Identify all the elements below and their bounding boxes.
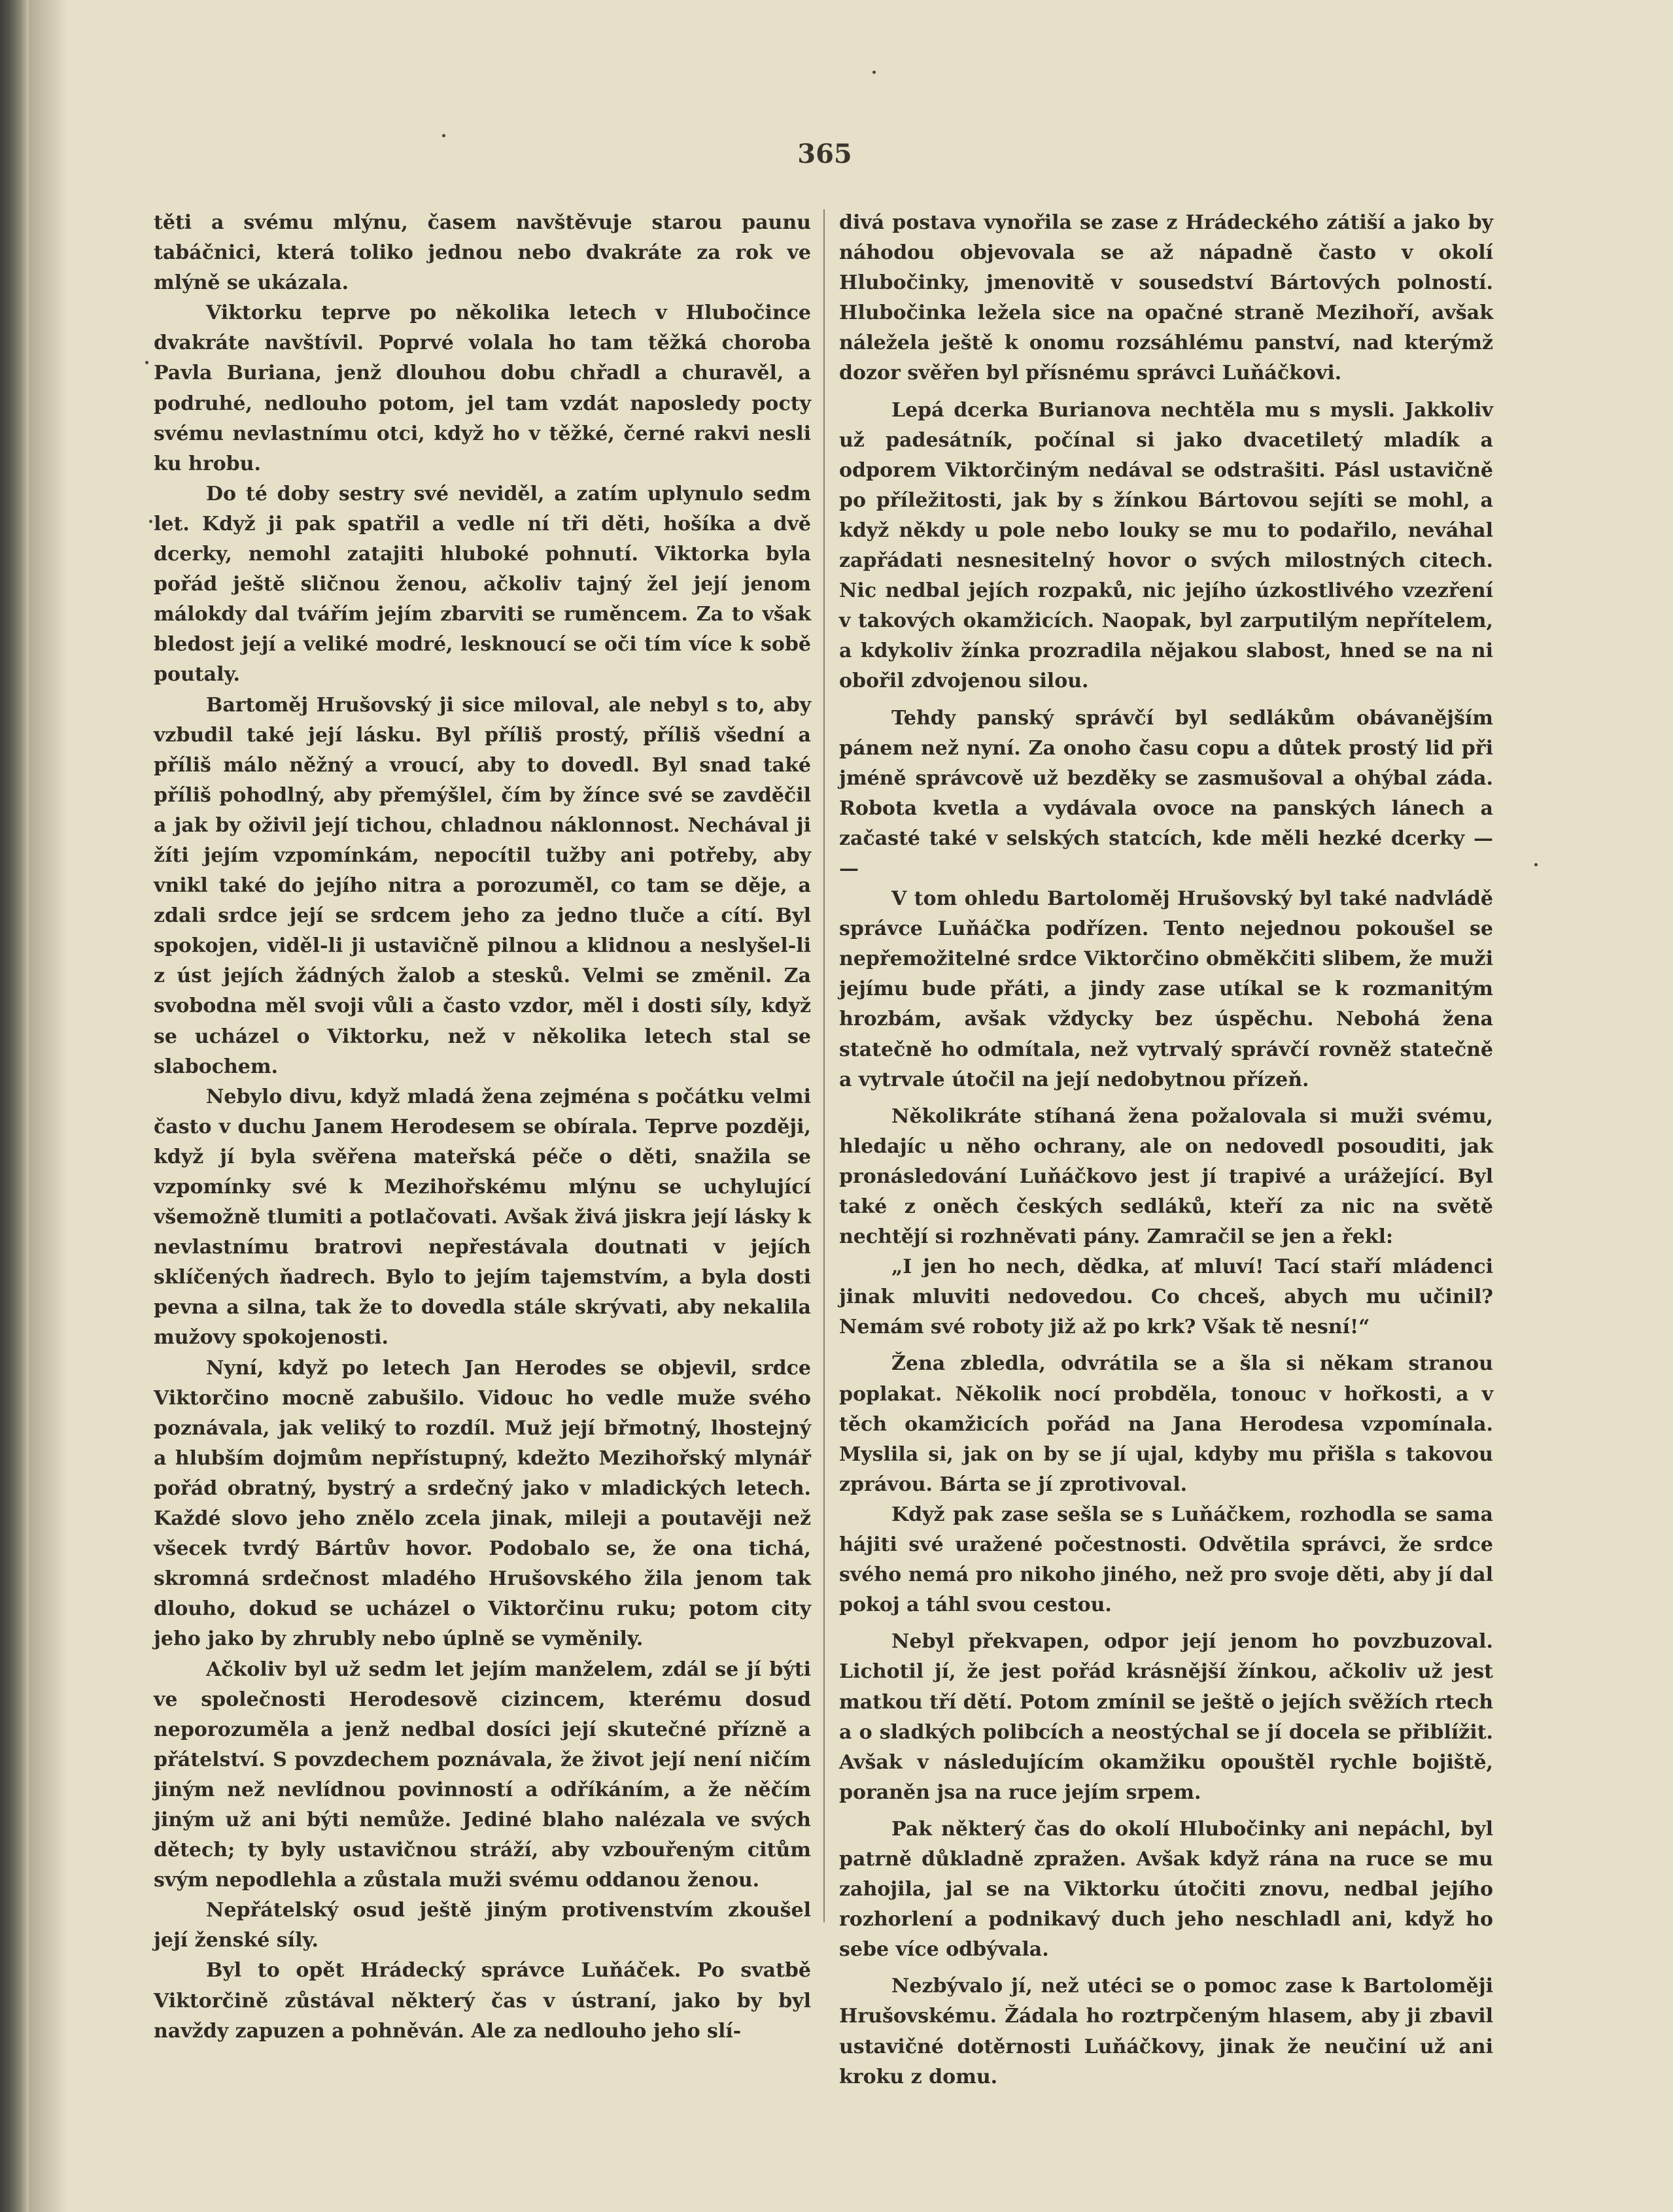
paper-speck <box>149 520 152 523</box>
page-number: 365 <box>797 139 852 169</box>
paragraph: Nyní, když po letech Jan Herodes se objevil, srdce Viktorčino mocně zabušilo. Vidouc ho vedle muže svého poznávala, jak veliký to rozdíl. Muž její břmotný, lhostejný a hlubším dojmům nepřístupný, kdežto Mezihořský mlynář pořád obratný, bystrý a srdečný jako v mladických letech. Každé slovo jeho znělo zcela jinak, mileji a poutavěji než všecek tvrdý Bártův hovor. Podobalo se, že ona tichá, skromná srdečnost mladého Hrušovského žila jenom tak dlouho, dokud se ucházel o Viktorčinu ruku; potom city jeho jako by zhrubly nebo úplně se vyměnily. <box>154 1356 811 1651</box>
paragraph: Bartoměj Hrušovský ji sice miloval, ale nebyl s to, aby vzbudil také její lásku. Byl příliš prostý, příliš všední a příliš málo něžný a vroucí, aby to dovedl. Byl snad také příliš pohodlný, aby přemýšlel, čím by žínce své se zavděčil a jak by oživil její tichou, chladnou náklonnost. Nechával ji žíti jejím vzpomínkám, nepocítil tužby ani potřeby, aby vnikl také do jejího nitra a porozuměl, co tam se děje, a zdali srdce její se srdcem jeho za jedno tluče a cítí. Byl spokojen, viděl-li ji ustavičně pilnou a klidnou a neslyšel-li z úst jejích žádných žalob a stesků. Velmi se změnil. Za svobodna měl svoji vůli a často vzdor, měl i dosti síly, když se ucházel o Viktorku, než v několika letech stal se slabochem. <box>154 693 811 1078</box>
paragraph: Nepřátelský osud ještě jiným protivenstvím zkoušel její ženské síly. <box>154 1899 811 1952</box>
right-column <box>839 208 1493 2092</box>
paragraph: Byl to opět Hrádecký správce Luňáček. Po svatbě Viktorčině zůstával některý čas v ústraní, jako by byl navždy zapuzen a pohněván. Ale za nedlouho jeho slí- <box>154 1959 811 2043</box>
paper-speck <box>145 361 148 364</box>
paragraph: Několikráte stíhaná žena požalovala si muži svému, hledajíc u něho ochrany, ale on nedovedl posouditi, jak pronásledování Luňáčkovo jest jí trapivé a urážející. Byl také z oněch českých sedláků, kteří za nic na světě nechtějí si rozhněvati pány. Zamračil se jen a řekl: <box>839 1104 1493 1249</box>
paper-speck <box>1534 863 1538 866</box>
gutter-shadow <box>29 0 68 2212</box>
paragraph: Nebyl překvapen, odpor její jenom ho povzbuzoval. Lichotil jí, že jest pořád krásnější žínkou, ačkoliv už jest matkou tří dětí. Potom zmínil se ještě o jejích svěžích rtech a o sladkých polibcích a neostýchal se jí docela se přiblížit. Avšak v následujícím okamžiku opouštěl rychle bojiště, poraněn jsa na ruce jejím srpem. <box>839 1630 1493 1804</box>
paragraph: „I jen ho nech, dědka, ať mluví! Tací staří mládenci jinak mluviti nedovedou. Co chceš, abych mu učinil? Nemám své roboty již až po krk? Však tě nesní!“ <box>839 1255 1493 1339</box>
paragraph: těti a svému mlýnu, časem navštěvuje starou paunu tabáčnici, která toliko jednou nebo dvakráte za rok ve mlýně se ukázala. <box>154 211 811 295</box>
paragraph: Viktorku teprve po několika letech v Hlubočince dvakráte navštívil. Poprvé volala ho tam těžká choroba Pavla Buriana, jenž dlouhou dobu chřadl a churavěl, a podruhé, nedlouho potom, jel tam vzdát naposledy pocty svému nevlastnímu otci, když ho v těžké, černé rakvi nesli ku hrobu. <box>154 301 811 475</box>
paragraph: Pak některý čas do okolí Hlubočinky ani nepáchl, byl patrně důkladně zpražen. Avšak když rána na ruce se mu zahojila, jal se na Viktorku útočiti znovu, nedbal jejího rozhorlení a podnikavý duch jeho neschladl ani, když ho sebe více odbývala. <box>839 1817 1493 1962</box>
paragraph: Do té doby sestry své neviděl, a zatím uplynulo sedm let. Když ji pak spatřil a vedle ní tři děti, hošíka a dvě dcerky, nemohl zatajiti hluboké pohnutí. Viktorka byla pořád ještě sličnou ženou, ačkoliv tajný žel její jenom málokdy dal tvářím jejím zbarviti se ruměncem. Za to však bledost její a veliké modré, lesknoucí se oči tím více k sobě poutaly. <box>154 482 811 687</box>
paragraph: Nezbývalo jí, než utéci se o pomoc zase k Bartoloměji Hrušovskému. Žádala ho roztrpčeným hlasem, aby ji zbavil ustavičné dotěrnosti Luňáčkovy, jinak že neučiní už ani kroku z domu. <box>839 1975 1493 2088</box>
book-binding <box>0 0 29 2212</box>
paper-speck <box>442 134 445 137</box>
paragraph: Nebylo divu, když mladá žena zejména s počátku velmi často v duchu Janem Herodesem se obírala. Teprve později, když jí byla svěřena mateřská péče o děti, snažila se vzpomínky své k Mezihořskému mlýnu se uchylující všemožně tlumiti a potlačovati. Avšak živá jiskra její lásky k nevlastnímu bratrovi nepřestávala doutnati v jejích sklíčených ňadrech. Bylo to jejím tajemstvím, a byla dosti pevna a silna, tak že to dovedla stále skrývati, aby nekalila mužovy spokojenosti. <box>154 1085 811 1350</box>
paragraph: Ačkoliv byl už sedm let jejím manželem, zdál se jí býti ve společnosti Herodesově cizincem, kterému dosud neporozuměla a jenž nedbal dosíci její skutečné přízně a přátelství. S povzdechem poznávala, že život její není ničím jiným než nevlídnou povinností a odříkáním, a že něčím jiným už ani býti nemůže. Jediné blaho nalézala ve svých dětech; ty byly ustavičnou stráží, aby vzbouřeným citům svým nepodlehla a zůstala muži svému oddanou ženou. <box>154 1658 811 1892</box>
paper-speck <box>872 71 876 74</box>
paragraph: Lepá dcerka Burianova nechtěla mu s mysli. Jakkoliv už padesátník, počínal si jako dvacetiletý mladík a odporem Viktorčiným nedával se odstrašiti. Pásl ustavičně po příležitosti, jak by s žínkou Bártovou sejíti se mohl, a když někdy u pole nebo louky se mu to podařilo, neváhal zapřádati nesnesitelný hovor o svých milostných citech. Nic nedbal jejích rozpaků, nic jejího úzkostlivého vzezření v takových okamžicích. Naopak, byl zarputilým nepřítelem, a kdykoliv žínka prozradila nějakou slabost, hned se na ni obořil zdvojenou silou. <box>839 398 1493 693</box>
paragraph: Když pak zase sešla se s Luňáčkem, rozhodla se sama hájiti své uražené počestnosti. Odvětila správci, že srdce svého nemá pro nikoho jiného, než pro svoje děti, aby jí dal pokoj a táhl svou cestou. <box>839 1503 1493 1617</box>
paragraph: Tehdy panský správčí byl sedlákům obávanějším pánem než nyní. Za onoho času copu a důtek prostý lid při jméně správcově už bezděky se zasmušoval a ohýbal záda. Robota kvetla a vydávala ovoce na panských lánech a začasté také v selských statcích, kde měli hezké dcerky — — <box>839 706 1493 880</box>
paragraph: Žena zbledla, odvrátila se a šla si někam stranou poplakat. Několik nocí probděla, tonouc v hořkosti, a v těch okamžicích pořád na Jana Herodesa vzpomínala. Myslila si, jak on by se jí ujal, kdyby mu přišla s takovou zprávou. Bárta se jí zprotivoval. <box>839 1352 1493 1496</box>
paragraph: V tom ohledu Bartoloměj Hrušovský byl také nadvládě správce Luňáčka podřízen. Tento nejednou pokoušel se nepřemožitelné srdce Viktorčino obměkčiti slibem, že muži jejímu bude přáti, a jindy zase utíkal se k rozmanitým hrozbám, avšak vždycky bez úspěchu. Nebohá žena statečně ho odmítala, než vytrvalý správčí rovněž statečně a vytrvale útočil na její nedobytnou přízeň. <box>839 887 1493 1091</box>
left-column <box>154 208 811 2047</box>
column-divider <box>823 209 825 1922</box>
paragraph: divá postava vynořila se zase z Hrádeckého zátiší a jako by náhodou objevovala se až nápadně často v okolí Hlubočinky, jmenovitě v sousedství Bártových polností. Hlubočinka ležela sice na opačné straně Mezihoří, avšak náležela ještě k onomu rozsáhlému panství, nad kterýmž dozor svěřen byl přísnému správci Luňáčkovi. <box>839 211 1493 385</box>
